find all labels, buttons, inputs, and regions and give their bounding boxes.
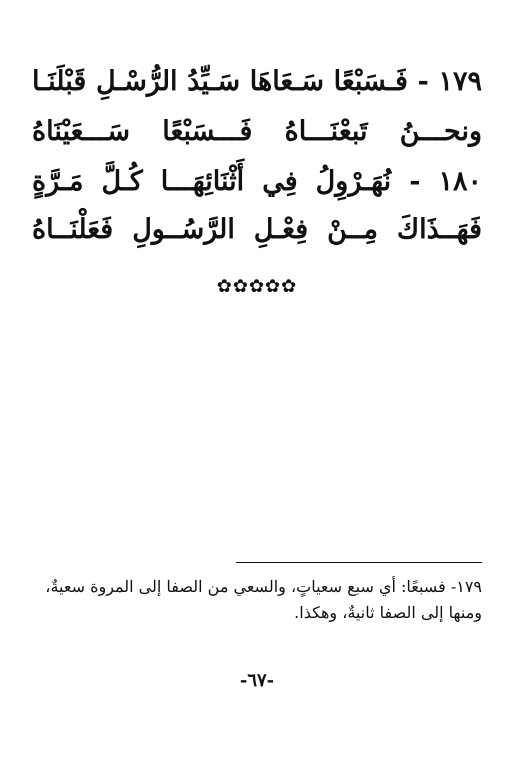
footnote (32, 574, 482, 626)
footnote-line-1: ١٧٩- فسبعًا: أي سبع سعياتٍ، والسعي من الصفا إلى المروة سعيةٌ، (45, 577, 482, 596)
verse-179-second-hemistich: ونحـــنُ تَبعْنَـــاهُ فَـــسَبْعًا سَـــعَيْنَاهُ (32, 116, 482, 147)
verse-180-first-hemistich: ١٨٠ - نُهَـرْوِلُ فِي أَثْنَائِهَـــا كُـلَّ مَـرَّةٍ (32, 166, 482, 197)
verse-179-first-hemistich: ١٧٩ - فَـسَبْعًا سَـعَاهَا سَـيِّدُ الرُّسْـلِ قَبْلَنَـا (32, 66, 482, 97)
footnote-line-2: ومنها إلى الصفا ثانيةٌ، وهكذا. (294, 603, 482, 622)
section-ornament: ✿✿✿✿✿ (216, 276, 298, 297)
verse-180-second-hemistich: فَهَــذَاكَ مِــنْ فِعْـلِ الرَّسُــولِ فَعَلْنَــاهُ (32, 214, 482, 245)
page-number: -٦٧- (239, 670, 275, 691)
footnote-separator (236, 562, 482, 563)
